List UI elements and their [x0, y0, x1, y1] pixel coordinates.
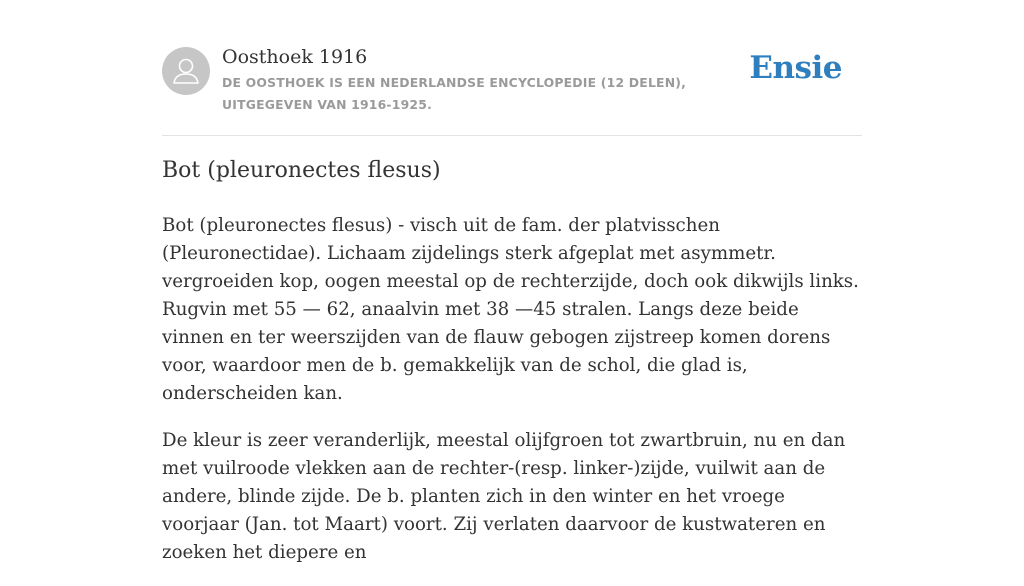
user-silhouette-icon	[162, 47, 210, 95]
article-paragraph-2: De kleur is zeer veranderlijk, meestal olijfgroen tot zwartbruin, nu en dan met vuilroode vlekken aan de rechter-(resp. linker-)zijde, vuilwit aan de andere, blinde zijde. De b. planten zich in den winter en het vroege voorjaar (Jan. tot Maart) voort. Zij verlaten daarvoor de kustwateren en zoeken het diepere en	[162, 430, 846, 563]
article-paragraph-1: Bot (pleuronectes flesus) - visch uit de fam. der platvisschen (Pleuronectidae). Lichaam zijdelings sterk afgeplat met asymmetr. vergroeiden kop, oogen meestal op de rechterzijde, doch ook dikwijls links. Rugvin met 55 — 62, anaalvin met 38 —45 stralen. Langs deze beide vinnen en ter weerszijden van de flauw gebogen zijstreep komen dorens voor, waardoor men de b. gemakkelijk van de schol, die glad is, onderscheiden kan.	[162, 215, 859, 404]
source-avatar[interactable]	[162, 47, 210, 95]
article-body	[162, 212, 866, 586]
article-title: Bot (pleuronectes flesus)	[162, 158, 441, 183]
ensie-logo-link[interactable]: Ensie	[749, 50, 842, 86]
header-divider	[162, 135, 862, 136]
source-title[interactable]: Oosthoek 1916	[222, 46, 368, 68]
source-header	[162, 44, 862, 136]
source-description: DE OOSTHOEK IS EEN NEDERLANDSE ENCYCLOPEDIE (12 DELEN), UITGEGEVEN VAN 1916-1925.	[222, 75, 687, 112]
